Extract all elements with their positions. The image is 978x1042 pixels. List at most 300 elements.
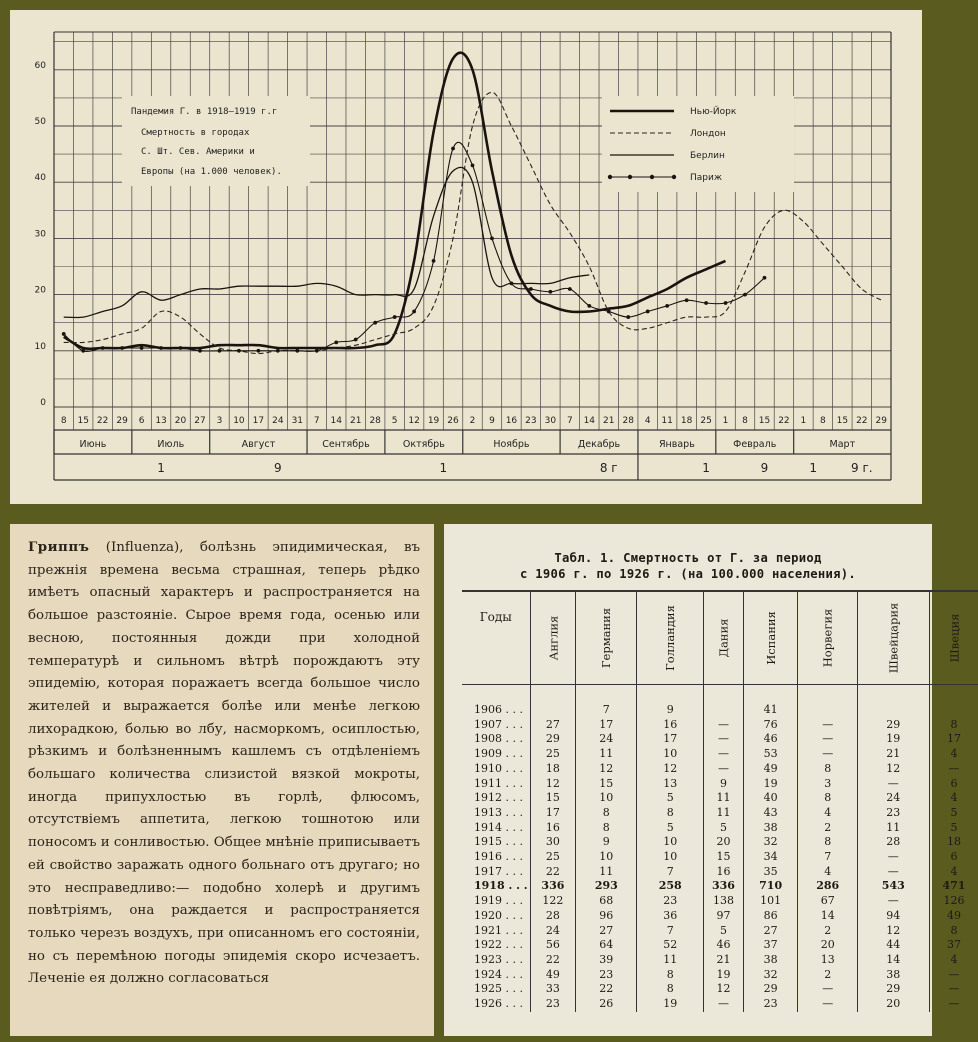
table-cell: 16 [704, 865, 744, 880]
table-cell: 27 [530, 718, 576, 733]
table-year-cell: 1925 . . . [462, 982, 530, 997]
x-tick-label: 22 [856, 416, 868, 426]
series-point [607, 310, 611, 314]
series-point [334, 340, 338, 344]
series-point [704, 301, 708, 305]
table-cell: 23 [857, 806, 929, 821]
legend-label: Лондон [690, 129, 726, 139]
table-cell: 29 [857, 982, 929, 997]
x-tick-label: 27 [194, 416, 206, 426]
mortality-chart [10, 10, 922, 504]
x-tick-label: 25 [700, 416, 712, 426]
table-year-cell: 1907 . . . [462, 718, 530, 733]
table-year-cell: 1922 . . . [462, 938, 530, 953]
table-cell: 5 [637, 821, 704, 836]
series-point [354, 338, 358, 342]
table-cell: 8 [798, 835, 858, 850]
month-label: Сентябрь [322, 439, 370, 450]
table-cell: 52 [637, 938, 704, 953]
table-header-cell: Годы [462, 591, 530, 685]
table-cell: 122 [530, 894, 576, 909]
table-cell: 471 [942, 879, 966, 893]
table-cell: 56 [530, 938, 576, 953]
table-header-cell: Германия [576, 591, 637, 685]
table-cell: — [857, 777, 929, 792]
table-cell: 43 [743, 806, 798, 821]
table-cell: 11 [704, 806, 744, 821]
x-tick-label: 30 [544, 416, 557, 426]
table-cell: 23 [576, 968, 637, 983]
table-header-cell: Норвегия [798, 591, 858, 685]
table-title [444, 550, 932, 582]
x-tick-label: 16 [505, 416, 518, 426]
table-cell: 40 [743, 791, 798, 806]
table-cell: 11 [576, 747, 637, 762]
table-cell [798, 703, 858, 718]
x-tick-label: 12 [408, 416, 420, 426]
table-cell: — [704, 718, 744, 733]
table-year-cell: 1909 . . . [462, 747, 530, 762]
table-cell: 19 [637, 997, 704, 1012]
year-label: 8 г [599, 461, 618, 475]
table-cell: 6 [950, 850, 958, 864]
month-label: Август [241, 439, 276, 450]
table-cell: 293 [576, 879, 637, 894]
table-header-cell: Голландия [637, 591, 704, 685]
table-cell: — [857, 865, 929, 880]
table-cell [530, 703, 576, 718]
month-label: Март [829, 439, 856, 450]
table-cell: 2 [798, 924, 858, 939]
table-title-line-2: с 1906 г. по 1926 г. (на 100.000 населения). [519, 567, 857, 581]
table-cell: 7 [798, 850, 858, 865]
chart-legend [602, 96, 794, 192]
table-cell: — [704, 762, 744, 777]
table-row [462, 953, 978, 968]
table-year-cell: 1915 . . . [462, 835, 530, 850]
x-tick-label: 19 [427, 416, 440, 426]
table-header-cell: Швеция [929, 591, 978, 685]
mortality-table [462, 590, 978, 1012]
table-cell: 15 [576, 777, 637, 792]
table-row [462, 938, 978, 953]
series-point [62, 332, 66, 336]
month-label: Июнь [79, 439, 107, 450]
table-cell: — [798, 747, 858, 762]
chart-subtitle-line-1: Смертность в городах [141, 128, 250, 138]
legend-dot [608, 175, 612, 179]
series-point [412, 310, 416, 314]
table-cell: 23 [743, 997, 798, 1012]
table-cell: 2 [798, 821, 858, 836]
table-cell: 28 [857, 835, 929, 850]
y-tick-label: 30 [34, 229, 46, 240]
table-row [462, 806, 978, 821]
table-cell: 23 [637, 894, 704, 909]
month-label: Январь [658, 439, 695, 450]
series-point [724, 301, 728, 305]
table-row [462, 703, 978, 718]
table-cell: 15 [530, 791, 576, 806]
table-cell: 8 [576, 806, 637, 821]
x-tick-label: 14 [583, 416, 596, 426]
table-row [462, 982, 978, 997]
table-cell: 14 [798, 909, 858, 924]
y-tick-label: 40 [34, 173, 46, 184]
table-cell: 25 [530, 747, 576, 762]
series-point [237, 349, 241, 353]
table-cell: 8 [798, 791, 858, 806]
table-cell: 49 [743, 762, 798, 777]
x-tick-label: 22 [96, 416, 109, 426]
x-tick-label: 10 [233, 416, 245, 426]
table-year-cell: 1913 . . . [462, 806, 530, 821]
table-year-cell: 1918 . . . [462, 879, 530, 894]
table-cell: 8 [637, 806, 704, 821]
table-cell: 4 [950, 791, 958, 805]
series-point [393, 315, 397, 319]
table-cell: 4 [950, 747, 958, 761]
legend-label: Нью-Йорк [690, 107, 737, 117]
table-cell: — [948, 967, 960, 981]
table-header-cell: Швейцария [857, 591, 929, 685]
table-cell: 32 [743, 968, 798, 983]
table-cell: 2 [798, 968, 858, 983]
table-row [462, 762, 978, 777]
y-axis-labels [35, 61, 47, 408]
table-cell: 126 [943, 894, 965, 908]
year-label: 1 [157, 461, 165, 475]
table-header-cell: Дания [704, 591, 744, 685]
x-tick-label: 7 [313, 416, 320, 426]
table-cell: 18 [530, 762, 576, 777]
table-cell: 18 [946, 835, 961, 849]
x-tick-label: 17 [252, 416, 265, 426]
table-cell: 22 [576, 982, 637, 997]
series-point [685, 298, 689, 302]
series-point [373, 321, 377, 325]
table-row [462, 879, 978, 894]
table-cell: — [704, 747, 744, 762]
table-year-cell: 1908 . . . [462, 732, 530, 747]
x-tick-label: 21 [603, 416, 615, 426]
table-year-cell: 1921 . . . [462, 924, 530, 939]
series-point [295, 349, 299, 353]
table-cell: 12 [704, 982, 744, 997]
series-point [665, 304, 669, 308]
series-point [120, 346, 124, 350]
table-cell: 6 [950, 776, 958, 790]
x-tick-label: 1 [722, 416, 729, 426]
table-year-cell: 1906 . . . [462, 703, 530, 718]
table-cell: 5 [704, 821, 744, 836]
table-row [462, 997, 978, 1012]
series-point [529, 287, 533, 291]
series-point [471, 163, 475, 167]
table-cell: 96 [576, 909, 637, 924]
table-cell: 94 [857, 909, 929, 924]
table-cell: — [798, 732, 858, 747]
table-cell: 5 [950, 805, 958, 819]
table-cell: — [857, 850, 929, 865]
x-tick-label: 15 [77, 416, 89, 426]
table-cell: 44 [857, 938, 929, 953]
series-point [218, 349, 222, 353]
article-body: (Influenza), болѣзнь эпидимическая, въ прежнія времена весьма страшная, теперь рѣдко имѣетъ опасный характеръ и распространяется на большое разстояніе. Сырое время года, осенью или весною, постоянныя дожди при холодной температурѣ и сильномъ вѣтрѣ порождаютъ эту эпидемію, которая поражаетъ всегда большое число жителей и выражается болѣе или менѣе легкою лихорадкою, болью во лбу, насморкомъ, осиплостью, рѣзкимъ и болѣзненнымъ кашлемъ съ отдѣленіемъ большаго количества слизистой вязкой мокроты, иногда припухлостью въ горлѣ, флюсомъ, отсутствіемъ аппетита, легкою тошнотою или поносомъ и сонливостью. Общее мнѣніе приписываетъ ей свойство заражать одного больнаго отъ другаго; но это несправедливо:— подобно холерѣ и другимъ повѣтріямъ, она раждается и распространяется только черезъ воздухъ, при описанномъ его состояніи, но съ перемѣною погоды эпидемія скоро исчезаетъ. Леченіе ея должно согласоваться [28, 540, 420, 987]
table-cell: 32 [743, 835, 798, 850]
table-cell: — [798, 718, 858, 733]
table-cell: 68 [576, 894, 637, 909]
table-cell: 20 [857, 997, 929, 1012]
year-label: 1 [439, 461, 448, 475]
table-cell: 10 [576, 791, 637, 806]
y-tick-label: 0 [40, 398, 46, 408]
table-cell: 19 [743, 777, 798, 792]
table-year-cell: 1914 . . . [462, 821, 530, 836]
table-cell: 12 [857, 762, 929, 777]
table-row [462, 718, 978, 733]
table-cell: 17 [637, 732, 704, 747]
table-cell: 46 [743, 732, 798, 747]
legend-dot [628, 175, 632, 179]
article-panel [10, 524, 434, 1036]
month-label: Декабрь [577, 439, 621, 450]
table-cell: 11 [857, 821, 929, 836]
x-tick-label: 15 [758, 416, 771, 426]
table-cell: 97 [704, 909, 744, 924]
table-cell: 9 [704, 777, 744, 792]
table-cell: 28 [530, 909, 576, 924]
table-cell: 13 [637, 777, 704, 792]
chart-subtitle-line-2: С. Шт. Сев. Америки и [141, 147, 255, 157]
table-cell: — [948, 997, 960, 1011]
table-cell: 17 [530, 806, 576, 821]
table-cell: 64 [576, 938, 637, 953]
x-tick-label: 2 [469, 416, 476, 426]
table-cell: 8 [637, 968, 704, 983]
table-row [462, 835, 978, 850]
table-cell: 258 [637, 879, 704, 894]
table-cell: — [948, 982, 960, 996]
x-tick-label: 3 [216, 416, 223, 426]
table-cell: 12 [637, 762, 704, 777]
x-tick-label: 31 [291, 416, 304, 426]
table-cell: 8 [637, 982, 704, 997]
table-cell: 7 [576, 703, 637, 718]
series-point [451, 147, 455, 151]
table-cell: — [857, 894, 929, 909]
x-tick-label: 26 [447, 416, 459, 426]
table-cell: 8 [576, 821, 637, 836]
table-cell: 46 [704, 938, 744, 953]
table-cell: 20 [798, 938, 858, 953]
table-cell: 101 [743, 894, 798, 909]
series-point [81, 349, 85, 353]
x-axis-labels [61, 416, 887, 475]
table-row [462, 777, 978, 792]
table-row [462, 821, 978, 836]
series-point [140, 346, 144, 350]
table-cell: 17 [576, 718, 637, 733]
table-cell: 19 [704, 968, 744, 983]
table-cell: 41 [743, 703, 798, 718]
table-cell: 39 [576, 953, 637, 968]
table-cell: 29 [743, 982, 798, 997]
table-cell: 53 [743, 747, 798, 762]
table-cell: 22 [530, 953, 576, 968]
x-tick-label: 29 [116, 416, 128, 426]
table-cell: 4 [950, 864, 958, 878]
series-point [159, 346, 163, 350]
table-cell: 27 [576, 924, 637, 939]
x-tick-label: 8 [742, 416, 748, 426]
x-tick-label: 21 [349, 416, 362, 426]
x-tick-label: 11 [661, 416, 673, 426]
article-heading: Гриппъ [28, 539, 90, 555]
y-tick-label: 20 [34, 285, 46, 296]
table-cell: 286 [798, 879, 858, 894]
table-cell: 34 [743, 850, 798, 865]
x-tick-label: 1 [800, 416, 807, 426]
y-tick-label: 50 [34, 117, 46, 127]
y-tick-label: 10 [34, 341, 46, 352]
table-cell: 38 [743, 821, 798, 836]
table-cell: 15 [704, 850, 744, 865]
series-point [490, 237, 494, 241]
series-point [587, 304, 591, 308]
month-label: Ноябрь [493, 439, 530, 450]
table-cell: 543 [857, 879, 929, 894]
table-cell: 26 [576, 997, 637, 1012]
legend-dot [672, 175, 676, 179]
month-label: Февраль [733, 439, 777, 450]
table-cell: 16 [637, 718, 704, 733]
table-row [462, 791, 978, 806]
table-cell: 10 [637, 850, 704, 865]
table-year-cell: 1926 . . . [462, 997, 530, 1012]
legend-dot [650, 175, 654, 179]
legend-label: Париж [690, 173, 722, 183]
table-year-cell: 1916 . . . [462, 850, 530, 865]
table-cell: 29 [530, 732, 576, 747]
table-row [462, 865, 978, 880]
table-cell: 14 [857, 953, 929, 968]
table-cell: 24 [576, 732, 637, 747]
table-cell: 38 [857, 968, 929, 983]
year-label: 9 [274, 461, 282, 475]
table-cell: — [704, 732, 744, 747]
x-tick-label: 28 [369, 416, 381, 426]
table-cell: 21 [857, 747, 929, 762]
table-cell: 10 [637, 747, 704, 762]
series-point [101, 346, 105, 350]
x-tick-label: 7 [566, 416, 573, 426]
x-tick-label: 18 [680, 416, 693, 426]
x-tick-label: 15 [836, 416, 849, 426]
table-cell [704, 703, 744, 718]
table-year-cell: 1917 . . . [462, 865, 530, 880]
x-tick-label: 8 [820, 416, 826, 426]
table-cell: 86 [743, 909, 798, 924]
year-label: 9 [760, 461, 769, 475]
x-tick-label: 28 [622, 416, 634, 426]
table-panel [444, 524, 966, 1036]
table-cell: 67 [798, 894, 858, 909]
table-cell: 19 [857, 732, 929, 747]
table-cell: 36 [637, 909, 704, 924]
table-row [462, 924, 978, 939]
x-tick-label: 9 [489, 416, 495, 426]
x-tick-label: 20 [174, 416, 187, 426]
table-cell: — [948, 761, 960, 775]
month-label: Июль [157, 439, 185, 450]
series-point [315, 349, 319, 353]
table-cell: 10 [637, 835, 704, 850]
table-cell: 11 [637, 953, 704, 968]
table-cell: 37 [946, 938, 961, 952]
table-cell: 27 [743, 924, 798, 939]
year-label: 1 [702, 461, 710, 475]
table-year-cell: 1924 . . . [462, 968, 530, 983]
chart-subtitle-line-3: Европы (на 1.000 человек). [141, 167, 282, 177]
table-cell: 17 [946, 732, 961, 746]
article-text [28, 536, 420, 991]
chart-title: Пандемия Г. в 1918—1919 г.г [131, 107, 278, 117]
chart-panel [10, 10, 922, 504]
table-cell: 38 [743, 953, 798, 968]
table-cell: 16 [530, 821, 576, 836]
table-cell: — [798, 997, 858, 1012]
table-cell: 21 [704, 953, 744, 968]
table-cell: 336 [530, 879, 576, 894]
y-tick-label: 60 [34, 60, 46, 71]
table-cell: 8 [950, 923, 958, 937]
x-tick-label: 5 [391, 416, 398, 426]
table-cell: 9 [576, 835, 637, 850]
table-cell: 24 [530, 924, 576, 939]
table-cell: 5 [704, 924, 744, 939]
table-cell: 7 [637, 924, 704, 939]
x-tick-label: 22 [778, 416, 790, 426]
table-cell: 24 [857, 791, 929, 806]
table-year-cell: 1919 . . . [462, 894, 530, 909]
x-tick-label: 24 [272, 416, 284, 426]
table-year-cell: 1912 . . . [462, 791, 530, 806]
table-cell: 7 [637, 865, 704, 880]
table-cell: — [798, 982, 858, 997]
table-row [462, 747, 978, 762]
table-row [462, 968, 978, 983]
series-point [432, 259, 436, 263]
table-year-cell: 1910 . . . [462, 762, 530, 777]
year-label: 9 г. [851, 461, 873, 475]
series-point [256, 349, 260, 353]
table-cell: 13 [798, 953, 858, 968]
table-cell: 30 [530, 835, 576, 850]
table-row [462, 732, 978, 747]
table-cell: 12 [576, 762, 637, 777]
x-tick-label: 4 [644, 416, 651, 426]
table-cell: 9 [637, 703, 704, 718]
series-point [626, 315, 630, 319]
table-cell: 4 [798, 806, 858, 821]
table-cell: 4 [798, 865, 858, 880]
table-cell: 138 [704, 894, 744, 909]
series-point [743, 293, 747, 297]
table-cell: 8 [798, 762, 858, 777]
table-cell: 12 [857, 924, 929, 939]
table-cell: 5 [637, 791, 704, 806]
